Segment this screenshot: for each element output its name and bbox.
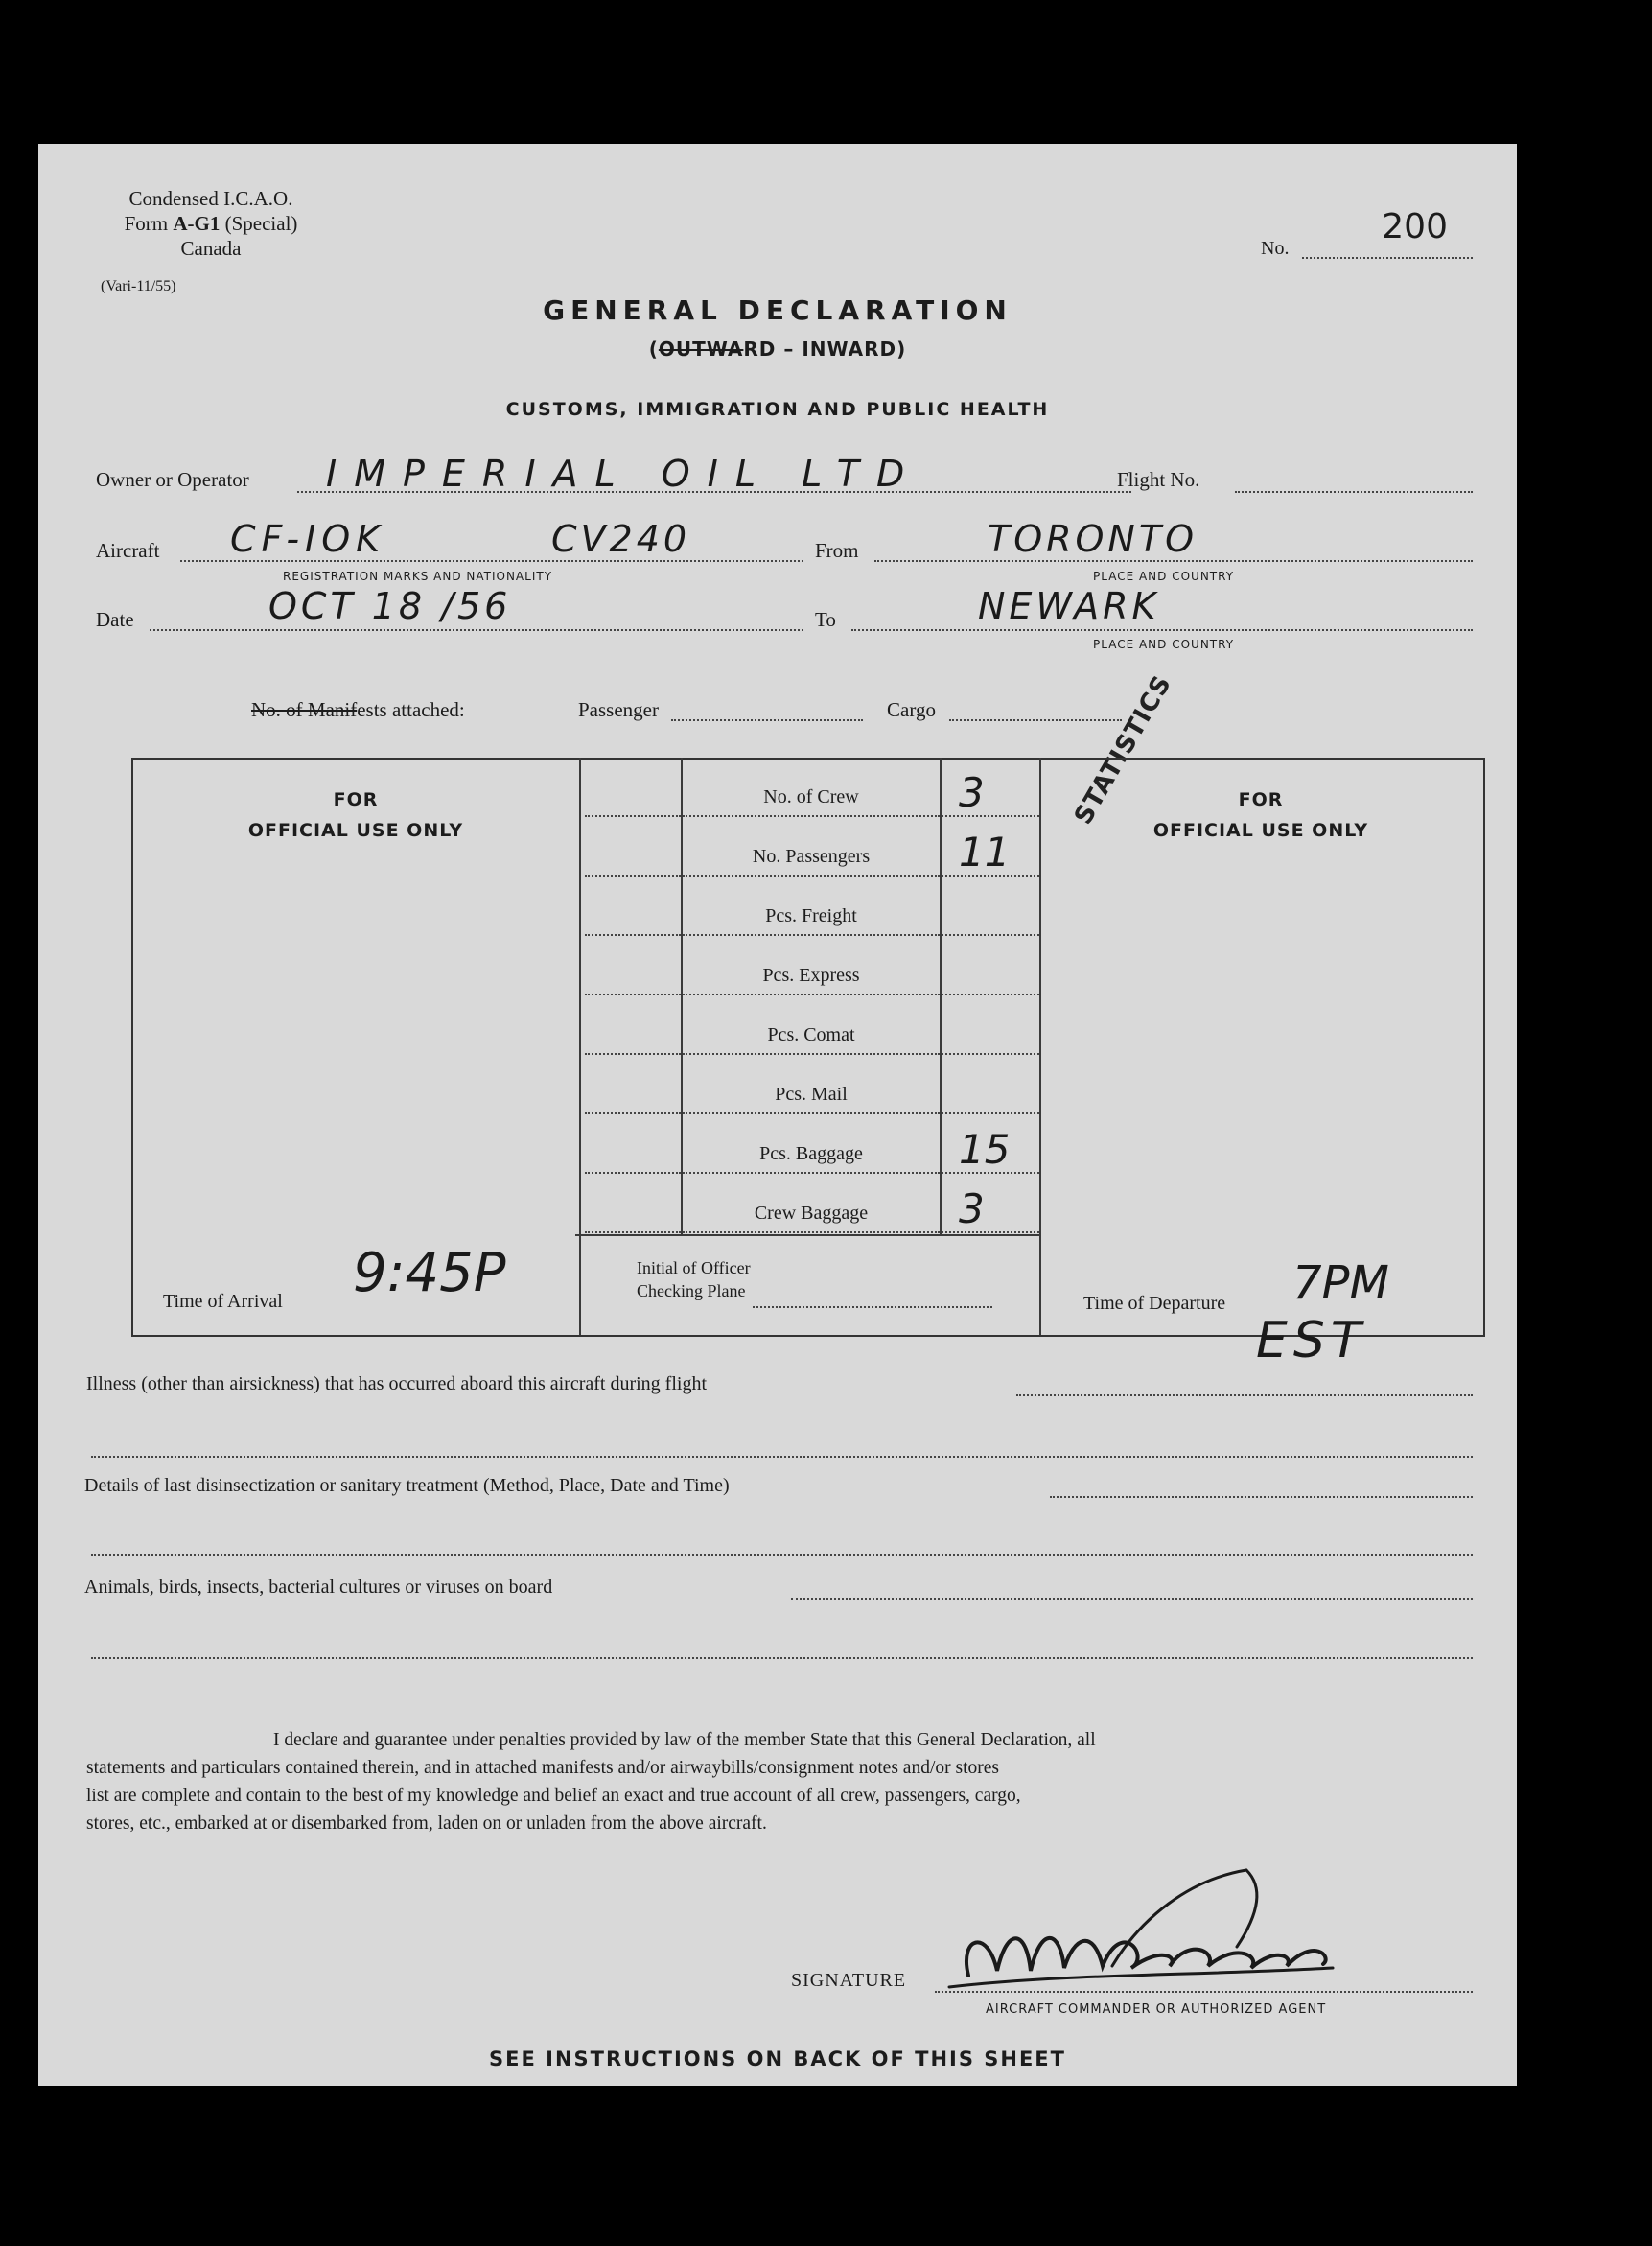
officer-line-2: Checking Plane xyxy=(637,1281,746,1300)
departure-value: 7PM xyxy=(1292,1256,1389,1310)
cargo-manifest-label: Cargo xyxy=(887,698,936,721)
from-label: From xyxy=(815,539,859,562)
flight-no-dots xyxy=(1235,491,1473,493)
passenger-manifest-dots xyxy=(671,719,863,721)
handwritten-signature xyxy=(930,1860,1429,2004)
count-value: 11 xyxy=(959,829,1011,876)
right-official-use xyxy=(1040,784,1481,846)
no-dots xyxy=(1302,257,1473,259)
count-row-value-dots xyxy=(942,934,1039,936)
date-label: Date xyxy=(96,608,134,631)
vari-code: (Vari-11/55) xyxy=(101,278,176,294)
from-dots xyxy=(874,560,1473,562)
to-caption: PLACE AND COUNTRY xyxy=(1093,638,1235,651)
officer-initial-label xyxy=(608,1256,751,1302)
count-row-left-dots xyxy=(585,1172,681,1174)
form-line-3: Canada xyxy=(180,237,242,260)
count-label: No. of Crew xyxy=(763,786,859,807)
count-label: Pcs. Freight xyxy=(765,905,857,926)
declaration-line-4: stores, etc., embarked at or disembarked from, laden on or unladen from the above aircraft. xyxy=(86,1813,767,1834)
paren-open: ( xyxy=(648,338,659,361)
count-row-left-dots xyxy=(585,1112,681,1114)
right-official-line-2: OFFICIAL USE ONLY xyxy=(1152,820,1369,841)
count-row-label-dots xyxy=(683,1053,940,1055)
count-row-left-dots xyxy=(585,934,681,936)
illness-label: Illness (other than airsickness) that has occurred aboard this aircraft during flight xyxy=(86,1373,708,1394)
left-official-use xyxy=(131,784,580,846)
count-row-left-dots xyxy=(585,875,681,877)
document-subtitle: CUSTOMS, IMMIGRATION AND PUBLIC HEALTH xyxy=(505,399,1050,420)
count-row-left-dots xyxy=(585,815,681,817)
inward-text: RD – INWARD) xyxy=(743,338,907,361)
count-row-value-dots xyxy=(942,1112,1039,1114)
date-dots xyxy=(150,629,803,631)
passenger-manifest-label: Passenger xyxy=(578,698,659,721)
count-label: Pcs. Express xyxy=(762,965,860,986)
count-row-label-dots xyxy=(683,1172,940,1174)
count-row-label-dots xyxy=(683,815,940,817)
officer-line-1: Initial of Officer xyxy=(637,1258,751,1277)
officer-initial-dots xyxy=(753,1306,992,1308)
document-number: 200 xyxy=(1382,207,1448,246)
arrival-value: 9:45P xyxy=(353,1242,506,1304)
owner-value: IMPERIAL OIL LTD xyxy=(326,453,922,495)
departure-label: Time of Departure xyxy=(1083,1293,1226,1314)
count-label: Pcs. Mail xyxy=(775,1084,848,1105)
to-dots xyxy=(851,629,1473,631)
manifest-rest: ests attached: xyxy=(357,698,465,721)
disinsectization-dots-1 xyxy=(1050,1496,1473,1498)
owner-label: Owner or Operator xyxy=(96,468,249,491)
animals-dots-2 xyxy=(91,1657,1473,1659)
registration-caption: REGISTRATION MARKS AND NATIONALITY xyxy=(283,570,553,583)
count-value: 3 xyxy=(959,769,985,816)
count-label: Crew Baggage xyxy=(754,1203,869,1224)
declaration-line-2: statements and particulars contained therein, and in attached manifests and/or airwaybills/consignment notes and/or stores xyxy=(86,1758,999,1778)
count-row-value-dots xyxy=(942,1053,1039,1055)
declaration-line-1: I declare and guarantee under penalties provided by law of the member State that this General Declaration, all xyxy=(273,1730,1096,1750)
statistics-stamp: STATISTICS xyxy=(1069,669,1178,830)
manifest-label xyxy=(251,698,465,722)
count-row-value-dots xyxy=(942,1231,1039,1233)
aircraft-label: Aircraft xyxy=(96,539,160,562)
count-row-label-dots xyxy=(683,1231,940,1233)
animals-dots-1 xyxy=(791,1598,1473,1600)
form-line-1: Condensed I.C.A.O. xyxy=(128,187,293,210)
aircraft-type: CV240 xyxy=(551,518,691,560)
count-row-left-dots xyxy=(585,1231,681,1233)
struck-outward: OUTWA xyxy=(658,338,744,361)
arrival-label: Time of Arrival xyxy=(163,1291,283,1312)
count-value: 15 xyxy=(959,1126,1011,1173)
counts-value-divider xyxy=(940,758,942,1234)
declaration-text xyxy=(86,1726,1477,1837)
paper-tab-edge xyxy=(1614,1103,1652,1160)
form-prefix: Form xyxy=(124,212,169,235)
footer-instructions: SEE INSTRUCTIONS ON BACK OF THIS SHEET xyxy=(489,2047,1066,2071)
document-page xyxy=(38,144,1517,2086)
form-line-2 xyxy=(115,211,307,236)
document-title: GENERAL DECLARATION xyxy=(543,294,1012,326)
disinsectization-dots-2 xyxy=(91,1554,1473,1556)
no-label: No. xyxy=(1261,238,1290,259)
to-label: To xyxy=(815,608,836,631)
document-direction xyxy=(38,338,1517,361)
flight-no-label: Flight No. xyxy=(1117,468,1200,491)
counts-bottom-line xyxy=(575,1234,1041,1236)
cargo-manifest-dots xyxy=(949,719,1122,721)
count-row-value-dots xyxy=(942,815,1039,817)
count-row-label-dots xyxy=(683,934,940,936)
count-row-left-dots xyxy=(585,994,681,995)
declaration-line-3: list are complete and contain to the best of my knowledge and belief an exact and true account of all crew, passengers, cargo, xyxy=(86,1786,1021,1806)
left-official-line-2: OFFICIAL USE ONLY xyxy=(247,820,464,841)
left-official-line-1: FOR xyxy=(333,789,379,810)
count-row-label-dots xyxy=(683,875,940,877)
animals-label: Animals, birds, insects, bacterial cultures or viruses on board xyxy=(84,1577,553,1598)
illness-dots-1 xyxy=(1016,1394,1473,1396)
illness-dots-2 xyxy=(91,1456,1473,1458)
from-caption: PLACE AND COUNTRY xyxy=(1093,570,1235,583)
form-identifier xyxy=(115,186,307,261)
to-value: NEWARK xyxy=(978,585,1160,627)
count-label: Pcs. Comat xyxy=(767,1024,855,1045)
signature-caption: AIRCRAFT COMMANDER OR AUTHORIZED AGENT xyxy=(986,2002,1327,2017)
form-suffix: (Special) xyxy=(224,212,298,235)
count-value: 3 xyxy=(959,1185,985,1232)
aircraft-dots xyxy=(180,560,803,562)
manifest-struck: No. of Manif xyxy=(251,698,358,721)
count-row-label-dots xyxy=(683,994,940,995)
disinsectization-label: Details of last disinsectization or sanitary treatment (Method, Place, Date and Time) xyxy=(84,1475,730,1496)
count-row-label-dots xyxy=(683,1112,940,1114)
count-label: Pcs. Baggage xyxy=(759,1143,863,1164)
count-row-value-dots xyxy=(942,994,1039,995)
aircraft-registration: CF-IOK xyxy=(230,518,386,560)
count-label: No. Passengers xyxy=(752,846,871,867)
right-official-line-1: FOR xyxy=(1238,789,1284,810)
signature-label: SIGNATURE xyxy=(791,1970,907,1991)
date-value: OCT 18 /56 xyxy=(268,585,512,627)
form-code: A-G1 xyxy=(173,212,221,235)
departure-zone: EST xyxy=(1256,1312,1367,1369)
from-value: TORONTO xyxy=(988,518,1198,560)
count-row-left-dots xyxy=(585,1053,681,1055)
